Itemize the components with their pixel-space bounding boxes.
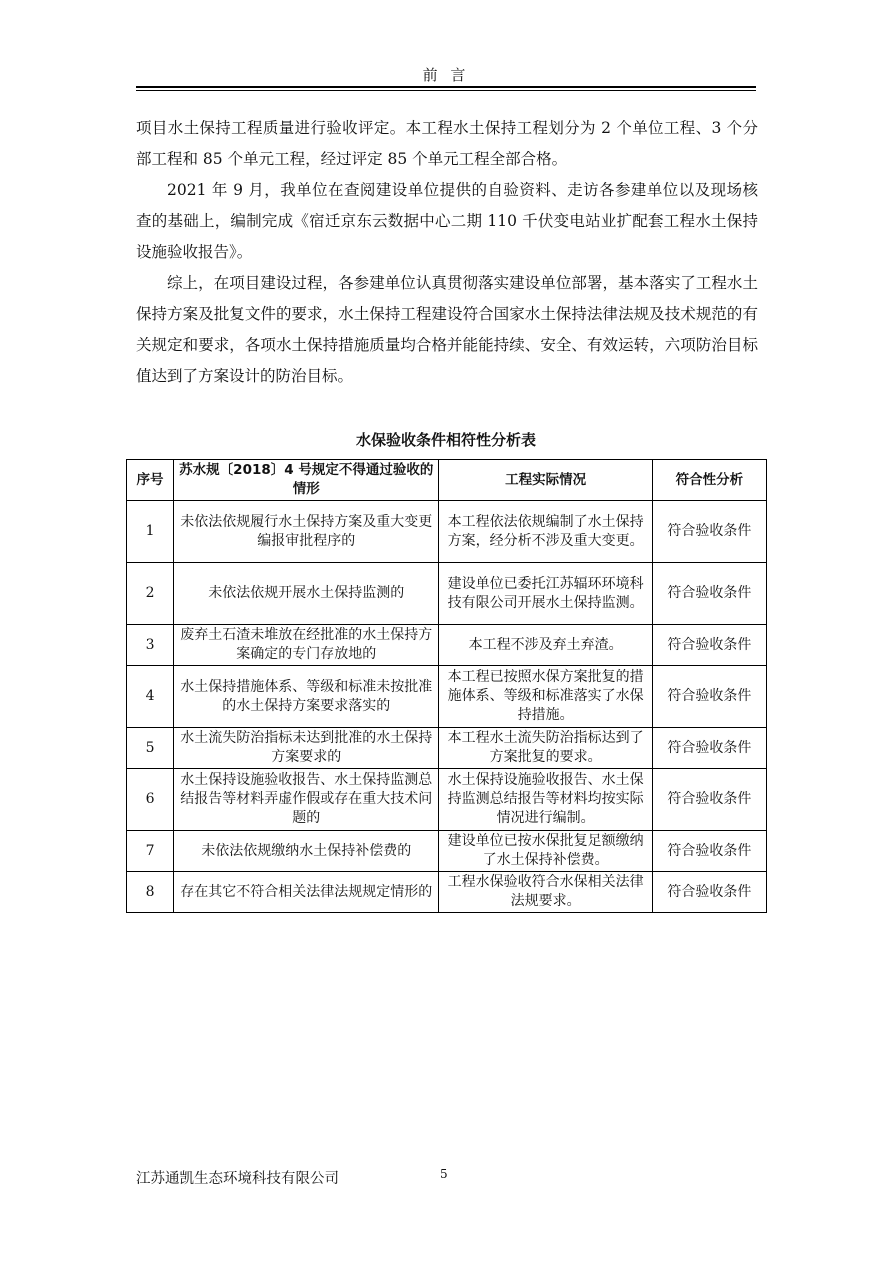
- table-header-row: [127, 460, 767, 501]
- cell-result: 符合验收条件: [652, 769, 766, 831]
- cell-actual: 本工程水土流失防治指标达到了方案批复的要求。: [439, 728, 652, 769]
- cell-condition: 存在其它不符合相关法律法规规定情形的: [174, 872, 439, 913]
- table-row: [127, 501, 767, 563]
- cell-result: 符合验收条件: [652, 563, 766, 625]
- table-row: [127, 625, 767, 666]
- cell-index: 2: [127, 563, 174, 625]
- cell-actual: 建设单位已按水保批复足额缴纳了水土保持补偿费。: [439, 831, 652, 872]
- cell-result: 符合验收条件: [652, 666, 766, 728]
- cell-condition: 未依法依规缴纳水土保持补偿费的: [174, 831, 439, 872]
- table-row: [127, 563, 767, 625]
- cell-result: 符合验收条件: [652, 831, 766, 872]
- page-number: 5: [440, 1167, 448, 1181]
- cell-condition: 水土保持措施体系、等级和标准未按批准的水土保持方案要求落实的: [174, 666, 439, 728]
- cell-index: 5: [127, 728, 174, 769]
- cell-result: 符合验收条件: [652, 501, 766, 563]
- cell-actual: 水土保持设施验收报告、水土保持监测总结报告等材料均按实际情况进行编制。: [439, 769, 652, 831]
- cell-result: 符合验收条件: [652, 728, 766, 769]
- header-divider-thin: [136, 90, 756, 91]
- body-text: [136, 113, 758, 392]
- compliance-table: [126, 459, 767, 913]
- cell-condition: 水土保持设施验收报告、水土保持监测总结报告等材料弄虚作假或存在重大技术问题的: [174, 769, 439, 831]
- cell-result: 符合验收条件: [652, 872, 766, 913]
- cell-index: 1: [127, 501, 174, 563]
- paragraph-3: 综上，在项目建设过程，各参建单位认真贯彻落实建设单位部署，基本落实了工程水土保持方案及批复文件的要求，水土保持工程建设符合国家水土保持法律法规及技术规范的有关规定和要求，各项水土保持措施质量均合格并能能持续、安全、有效运转，六项防治目标值达到了方案设计的防治目标。: [136, 274, 758, 385]
- cell-condition: 未依法依规开展水土保持监测的: [174, 563, 439, 625]
- footer-company-name: 江苏通凯生态环境科技有限公司: [136, 1171, 339, 1187]
- cell-index: 7: [127, 831, 174, 872]
- cell-index: 3: [127, 625, 174, 666]
- cell-actual: 本工程不涉及弃土弃渣。: [439, 625, 652, 666]
- cell-condition: 未依法依规履行水土保持方案及重大变更编报审批程序的: [174, 501, 439, 563]
- paragraph-2: 2021 年 9 月，我单位在查阅建设单位提供的自验资料、走访各参建单位以及现场核查的基础上，编制完成《宿迁京东云数据中心二期 110 千伏变电站业扩配套工程水土保持设施验收报告》。: [136, 181, 758, 261]
- header-cell-index: 序号: [127, 460, 174, 501]
- cell-index: 8: [127, 872, 174, 913]
- header-cell-result: 符合性分析: [652, 460, 766, 501]
- table-row: [127, 728, 767, 769]
- table-caption: 水保验收条件相符性分析表: [355, 431, 536, 449]
- cell-actual: 建设单位已委托江苏辐环环境科技有限公司开展水土保持监测。: [439, 563, 652, 625]
- cell-index: 6: [127, 769, 174, 831]
- header-divider-thick: [136, 86, 756, 88]
- cell-result: 符合验收条件: [652, 625, 766, 666]
- cell-condition: 废弃土石渣未堆放在经批准的水土保持方案确定的专门存放地的: [174, 625, 439, 666]
- paragraph-1: 项目水土保持工程质量进行验收评定。本工程水土保持工程划分为 2 个单位工程、3 个分部工程和 85 个单元工程，经过评定 85 个单元工程全部合格。: [136, 119, 758, 168]
- table-row: [127, 872, 767, 913]
- page-header-title: 前 言: [422, 66, 470, 84]
- header-cell-condition: 苏水规〔2018〕4 号规定不得通过验收的情形: [174, 460, 439, 501]
- table-row: [127, 666, 767, 728]
- header-cell-actual: 工程实际情况: [439, 460, 652, 501]
- cell-condition: 水土流失防治指标未达到批准的水土保持方案要求的: [174, 728, 439, 769]
- cell-actual: 工程水保验收符合水保相关法律法规要求。: [439, 872, 652, 913]
- cell-actual: 本工程依法依规编制了水土保持方案，经分析不涉及重大变更。: [439, 501, 652, 563]
- table-row: [127, 831, 767, 872]
- cell-index: 4: [127, 666, 174, 728]
- table-row: [127, 769, 767, 831]
- cell-actual: 本工程已按照水保方案批复的措施体系、等级和标准落实了水保持措施。: [439, 666, 652, 728]
